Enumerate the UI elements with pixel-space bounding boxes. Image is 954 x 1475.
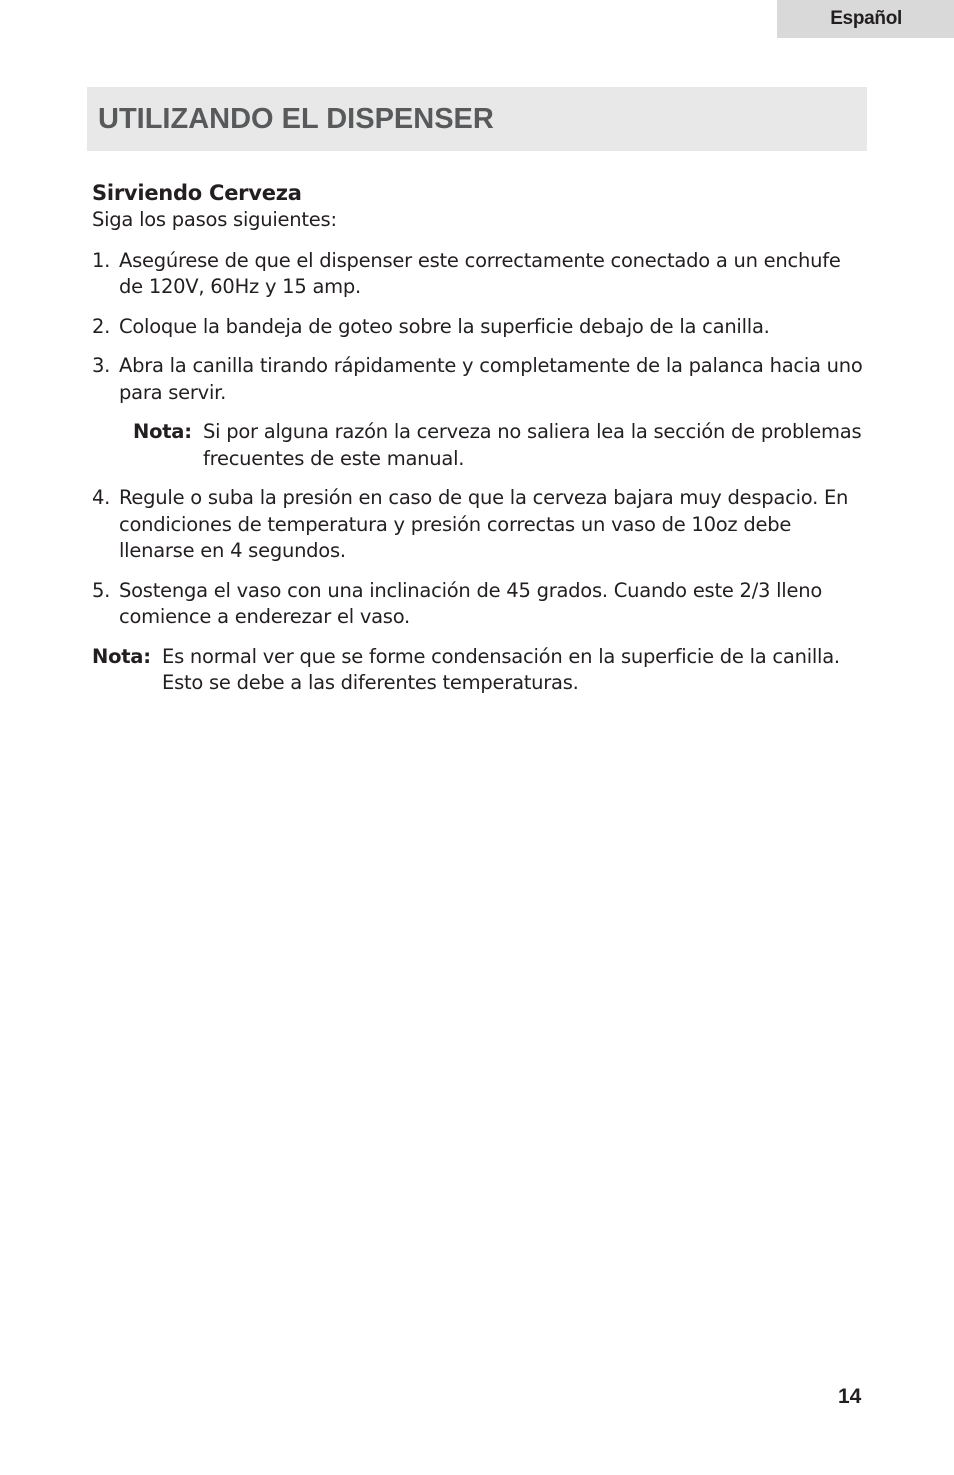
- page-title: UTILIZANDO EL DISPENSER: [98, 102, 494, 135]
- steps-list: [92, 248, 867, 407]
- list-item: [92, 353, 867, 406]
- step-number: 1.: [92, 248, 111, 272]
- final-note: [92, 644, 867, 697]
- step-text: Regule o suba la presión en caso de que la cerveza bajara muy despacio. En condiciones de temperatura y presión correctas un vaso de 10oz debe llenarse en 4 segundos.: [119, 486, 849, 562]
- step-text: Asegúrese de que el dispenser este correctamente conectado a un enchufe de 120V, 60Hz y 15 amp.: [119, 248, 841, 298]
- step-number: 3.: [92, 354, 111, 377]
- subsection-heading: Sirviendo Cerveza: [92, 181, 302, 205]
- step-text: Sostenga el vaso con una inclinación de 45 grados. Cuando este 2/3 lleno comience a enderezar el vaso.: [119, 578, 823, 628]
- section-title-band: [87, 87, 867, 151]
- main-content: [92, 179, 867, 697]
- note-label: Nota:: [133, 420, 192, 443]
- note-text: Es normal ver que se forme condensación en la superficie de la canilla. Esto se debe a las diferentes temperaturas.: [162, 644, 840, 694]
- step-number: 5.: [92, 578, 111, 602]
- list-item: [92, 248, 867, 301]
- language-label: Español: [830, 8, 902, 29]
- step-text: Coloque la bandeja de goteo sobre la superficie debajo de la canilla.: [119, 314, 770, 338]
- list-item: [92, 314, 867, 341]
- steps-list-continued: [92, 485, 867, 631]
- note-label: Nota:: [92, 644, 151, 668]
- language-tab: [777, 0, 954, 38]
- step-number: 4.: [92, 486, 111, 509]
- page-number: 14: [838, 1385, 862, 1408]
- list-item: [92, 578, 867, 631]
- step-number: 2.: [92, 314, 111, 338]
- list-item: [92, 485, 867, 565]
- step-text: Abra la canilla tirando rápidamente y completamente de la palanca hacia uno para servir.: [119, 354, 863, 404]
- intro-text: Siga los pasos siguientes:: [92, 208, 337, 231]
- note-text: Si por alguna razón la cerveza no saliera lea la sección de problemas frecuentes de este manual.: [203, 420, 862, 470]
- step-note: [133, 419, 867, 472]
